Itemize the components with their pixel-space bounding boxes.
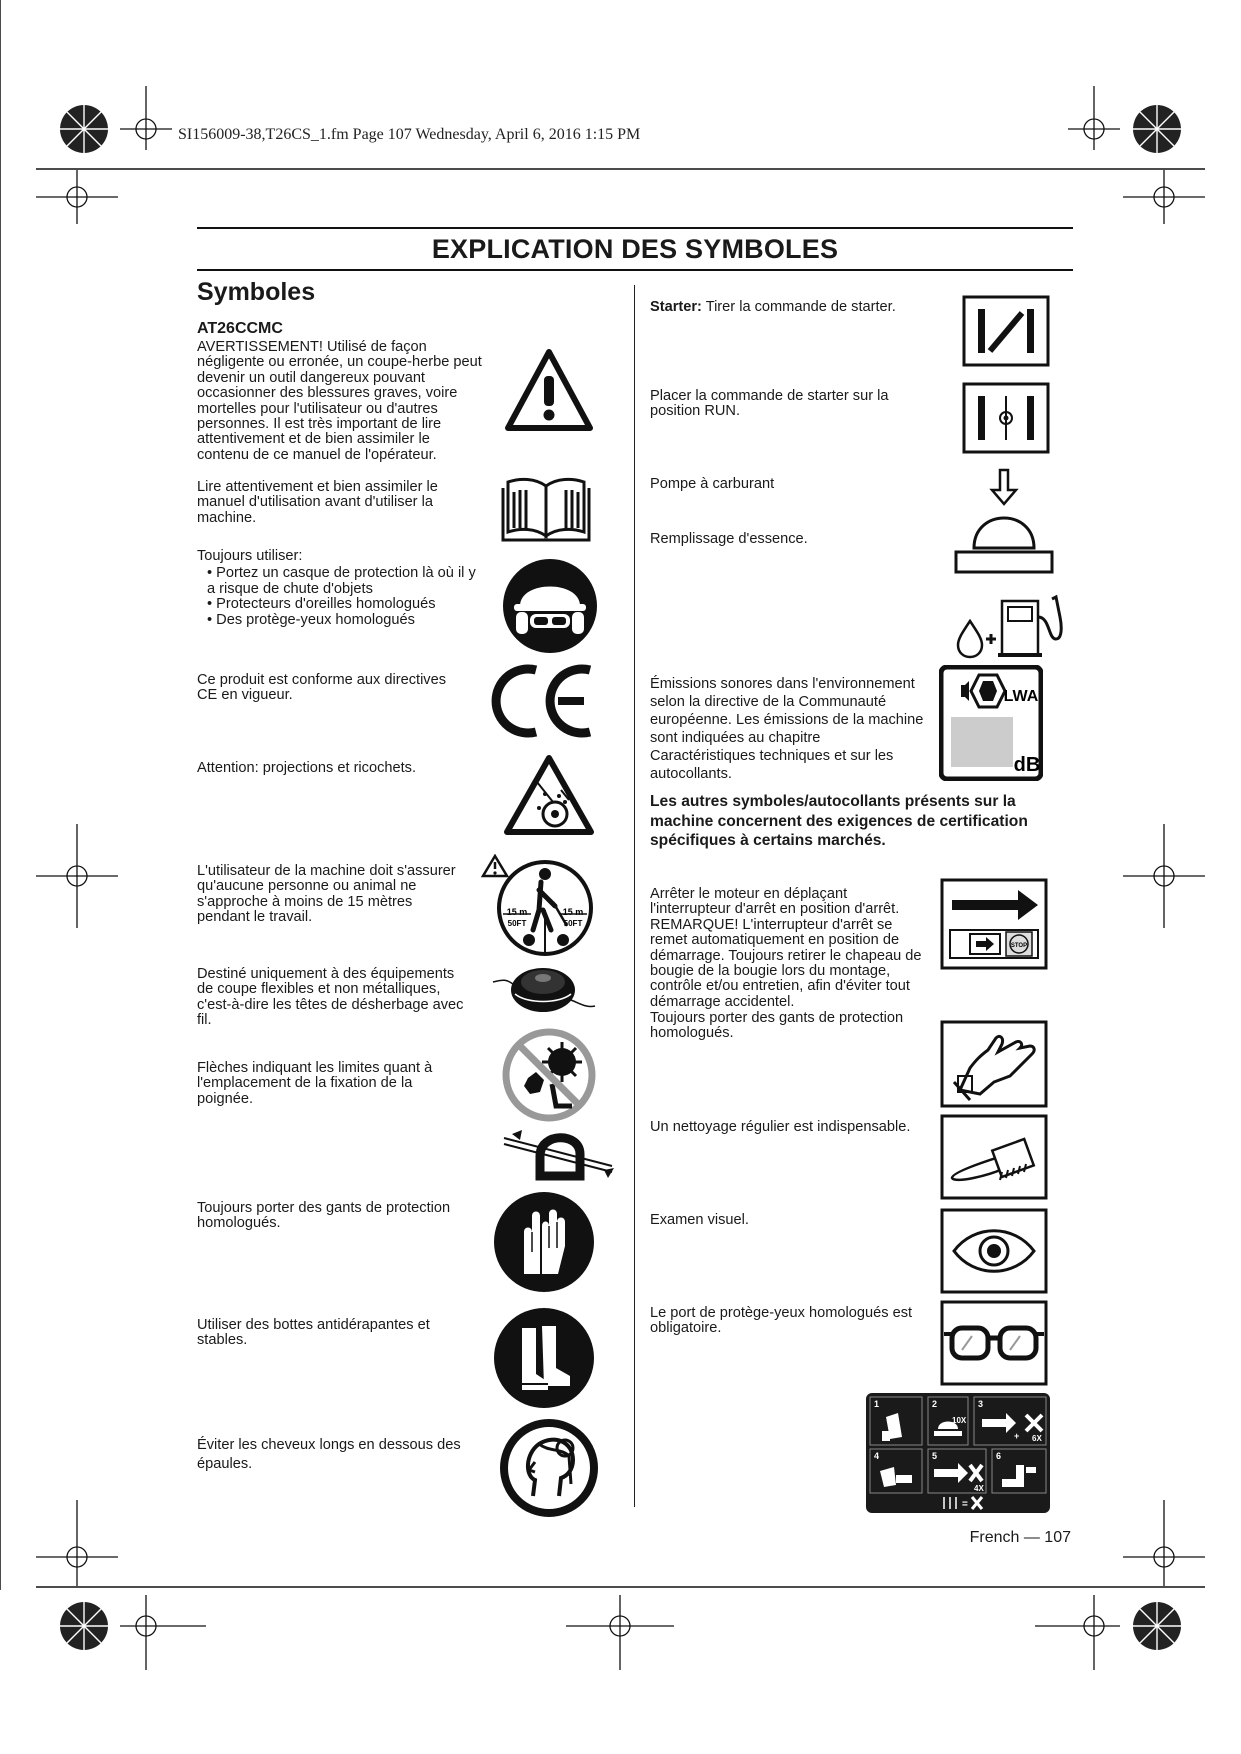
always-use-title: Toujours utiliser: (197, 548, 303, 564)
primer-bulb-icon (952, 466, 1056, 582)
title-rule-bottom (197, 269, 1073, 271)
print-header: SI156009-38,T26CS_1.fm Page 107 Wednesday, April 6, 2016 1:15 PM (178, 126, 641, 143)
always-use-block (197, 549, 482, 628)
starter-description: Tirer la commande de starter. (701, 299, 896, 315)
step-6: 6 (996, 1451, 1002, 1461)
starting-procedure-decal (866, 1393, 1050, 1513)
fuel-mix-icon (952, 587, 1070, 659)
section-title: Symboles (197, 278, 316, 306)
distance-50ft-left: 50FT (507, 919, 527, 928)
choke-starter-icon (962, 295, 1050, 367)
handle-position-arrows-icon (500, 1126, 616, 1184)
stop-engine-text: Arrêter le moteur en déplaçant l'interrupteur d'arrêt en position d'arrêt. REMARQUE! L'interrupteur d'arrêt se remet automatiquement en position de démarrage. Toujours retirer le chapeau de bougie de la bougie lors du montage, contrôle et/ou entretien, afin d'éviter tout démarrage accidentel. (650, 886, 922, 1010)
cleaning-text: Un nettoyage régulier est indispensable. (650, 1119, 911, 1135)
decal-10x: 10X (952, 1416, 967, 1425)
stop-switch-icon (940, 878, 1048, 970)
starter-label: Starter: (650, 299, 702, 315)
safety-glasses-icon (940, 1300, 1048, 1386)
step-4: 4 (874, 1451, 880, 1461)
step-5: 5 (932, 1451, 938, 1461)
decal-equals: = (962, 1499, 968, 1510)
warning-text: AVERTISSEMENT! Utilisé de façon négligente ou erronée, un coupe-herbe peut devenir un outil dangereux pouvant occasionner des blessures graves, voire mortelles pour l'utilisateur ou d'autres personnes. Il est très important de lire attentivement et de bien assimiler le contenu de ce manuel de l'opérateur. (197, 339, 482, 463)
cleaning-brush-icon (940, 1114, 1048, 1200)
page-title: EXPLICATION DES SYMBOLES (431, 234, 839, 264)
noise-emission-text: Émissions sonores dans l'environnement selon la directive de la Communauté européenne. Les émissions de la machine sont indiquées au chapitre Caractéristiques techniques et sur les autocollants. (650, 676, 924, 782)
warning-triangle-icon (504, 348, 594, 432)
distance-15m-right: 15 m (562, 907, 584, 917)
safety-distance-icon (481, 854, 601, 958)
choke-run-position-icon (962, 382, 1050, 454)
helmet-ear-eye-protection-icon (502, 558, 598, 654)
other-symbols-notice: Les autres symboles/autocollants présents sur la machine concernent des exigences de certification spécifiques à certains marchés. (650, 793, 1028, 849)
ce-mark-icon (488, 662, 598, 740)
distance-15m-left: 15 m (506, 907, 528, 917)
starburst-mark-bl (60, 1602, 108, 1650)
decal-6x: 6X (1032, 1434, 1042, 1443)
glove-protection-icon (940, 1020, 1048, 1108)
starburst-mark-tl (60, 105, 108, 153)
run-position-text: Placer la commande de starter sur la position RUN. (650, 388, 889, 420)
distance-50ft-right: 50FT (563, 919, 583, 928)
always-use-item: • Protecteurs d'oreilles homologués (197, 597, 482, 612)
starburst-mark-br (1133, 1602, 1181, 1650)
page-footer: French — 107 (969, 1529, 1071, 1546)
trimmer-head-line-icon (491, 960, 597, 1024)
starter-text (650, 300, 910, 315)
right-gloves-text: Toujours porter des gants de protection homologués. (650, 1010, 904, 1042)
hair-text: Éviter les cheveux longs en dessous des épaules. (197, 1437, 461, 1472)
title-rule-top (197, 227, 1073, 229)
safety-boots-icon (494, 1308, 594, 1408)
step-1: 1 (874, 1399, 880, 1409)
lwa-label: LWA (1003, 688, 1039, 705)
visual-inspection-text: Examen visuel. (650, 1212, 749, 1228)
sound-power-level-icon (939, 665, 1043, 781)
projections-text: Attention: projections et ricochets. (197, 760, 417, 776)
db-label: dB (1013, 754, 1041, 776)
open-manual-book-icon (500, 472, 592, 544)
stop-label: STOP (1010, 943, 1028, 949)
refuel-text: Remplissage d'essence. (650, 531, 808, 547)
eye-inspection-icon (940, 1208, 1048, 1294)
protective-gloves-icon (494, 1192, 594, 1292)
distance-text: L'utilisateur de la machine doit s'assurer qu'aucune personne ou animal ne s'approche à moins de 15 mètres pendant le travail. (197, 863, 456, 926)
step-2: 2 (932, 1399, 938, 1409)
eyewear-text: Le port de protège-yeux homologués est obligatoire. (650, 1305, 913, 1337)
decal-4x: 4X (974, 1484, 984, 1493)
decal-plus: + (1014, 1431, 1020, 1441)
boots-text: Utiliser des bottes antidérapantes et stables. (197, 1317, 430, 1349)
starburst-mark-tr (1133, 105, 1181, 153)
step-3: 3 (978, 1399, 984, 1409)
always-use-item: • Des protège-yeux homologués (197, 613, 482, 628)
arrows-text: Flèches indiquant les limites quant à l'emplacement de la fixation de la poignée. (197, 1060, 433, 1107)
projection-ricochet-warning-icon (503, 754, 595, 836)
left-gloves-text: Toujours porter des gants de protection homologués. (197, 1200, 451, 1232)
flexible-text: Destiné uniquement à des équipements de coupe flexibles et non métalliques, c'est-à-dire les têtes de désherbage avec fil. (197, 966, 464, 1029)
long-hair-warning-icon (499, 1418, 599, 1518)
ce-text: Ce produit est conforme aux directives CE en vigueur. (197, 672, 447, 704)
column-divider (634, 285, 635, 1507)
always-use-item: • Portez un casque de protection là où il y a risque de chute d'objets (197, 566, 482, 597)
read-manual-text: Lire attentivement et bien assimiler le manuel d'utilisation avant d'utiliser la machine. (197, 479, 438, 526)
model-name: AT26CCMC (197, 320, 283, 337)
fuel-pump-text: Pompe à carburant (650, 476, 775, 492)
no-metal-blade-icon (502, 1028, 596, 1122)
